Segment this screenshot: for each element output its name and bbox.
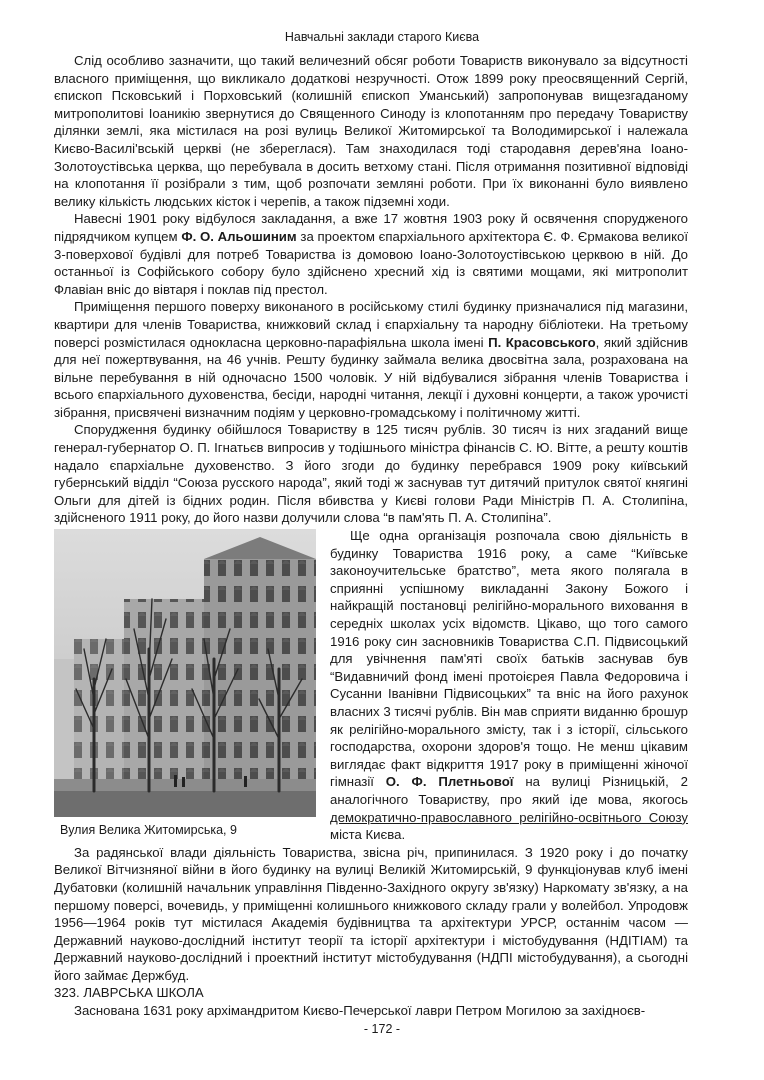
text-run: Приміщення першого поверху виконаного в російському стилі будинку призначалися під магазини, квартири для членів Товариства, книжковий склад і єпархіальну та народну бібліотеки. На третьому поверсі розмістилася однокласна церковно-парафіяльна школа імені [54, 299, 688, 350]
text-run: Навесні 1901 року відбулося закладання, а вже 17 жовтня 1903 року й освячення спорудженого підрядчиком купцем [54, 211, 688, 244]
paragraph [54, 298, 688, 421]
section-heading: 323. ЛАВРСЬКА ШКОЛА [54, 985, 204, 1001]
text-run: , який здійснив для неї пожертвування, на 46 учнів. Решту будинку займала велика двосвітна зала, розрахована на вільне перебування в ній одночасно 1500 чоловік. У ній відбувалися зібрання членів Товариства і всього єпархіального духовенства, бесіди, народні читання, лекції і духовні концерти, а також урочисті зібрання, присвячені визначним подіям у церковно-громадському і політичному житті. [54, 334, 688, 420]
building-photo [54, 529, 316, 817]
text-run: Ще одна організація розпочала свою діяльність в будинку Товариства 1916 року, а саме “Київське законоучительське братство”, мета якого полягала в сприянні успішному викладанні Закону Божого і найкращій постановці релігійно-морального виховання в середніх школах усіх відомств. Цікаво, що того самого 1916 року син засновників Товариства С.П. Підвисоцький для увічнення пам'яті своїх батьків заснував був “Видавничий фонд імені протоієрея Павла Федоровича і Сусанни Іванівни Підвисоцьких” та вніс на його рахунок власних 3 тисячі рублів. Він мав сприяти виданню брошур як релігійно-морального змісту, так і з історії, сільського господарства, охорони здоров'я тощо. Не менш цікавим виглядає факт відкриття 1917 року в приміщенні жіночої гімназії [330, 528, 688, 790]
text-run: міста Києва. [330, 827, 406, 843]
text-run: за проектом єпархіального архітектора Є. Ф. Єрмакова великої 3-поверхової будівлі для потреб Товариства із домовою Іоано-Золотоустівською церквою в ній. До останньої із Софійського собору було здійснено хресний хід із святими мощами, які митрополит Флавіан вніс до вівтаря і поклав під престол. [54, 228, 688, 297]
running-header: Навчальні заклади старого Києва [284, 30, 480, 44]
underlined-text: демократично-православного релігійно-освітнього Союзу [330, 809, 688, 825]
page-number: - 172 - [363, 1022, 401, 1036]
paragraph: Слід особливо зазначити, що такий величезний обсяг роботи Товариств виконувало за відсутності власного приміщення, що викликало додаткові незручності. Отож 1899 року преосвященний Сергій, єпископ Псковський і Порховський (колишній єпископ Уманський) запропонував вищезгаданому митрополитові Іоаникію звернутися до Священного Синоду із клопотанням про передачу Товариству ділянки землі, яка містилася на розі вулиць Великої Житомирської та Володимирської і належала Києво-Василі'вській церкві (не збереглася). Там знаходилася тоді стародавня дерев'яна Іоано-Золотоустівська церква, що перебувала в досить ветхому стані. Після отримання позитивної відповіді на клопотання її розібрали з тим, щоб розпочати земляні роботи. При їх виконанні було виявлено велику кількість людських кісток і черепів, а також підземні ходи. [54, 53, 688, 209]
bold-name: О. Ф. Плетньової [385, 774, 514, 790]
building-figure [54, 529, 316, 843]
paragraph: Спорудження будинку обійшлося Товариству в 125 тисяч рублів. 30 тисяч із них згаданий вище генерал-губернатор О. П. Ігнатьєв випросив у тодішнього міністра фінансів С. Ю. Вітте, а решту коштів надало єпархіальне духовенство. З його згоди до будинку перебрався 1909 року київський губернський відділ “Союза русского народа”, який тоді ж заснував тут дитячий притулок святої княгині Ольги для дітей із бідних родин. Після вбивства у Києві голови Ради Міністрів П. А. Столипіна, здійсненого 1911 року, до його назви долучили слова “в пам'ять П. А. Столипіна”. [54, 422, 688, 526]
text-run: на вулиці Різницькій, 2 аналогічного Товариству, про який іде мова, якогось [330, 774, 688, 807]
bold-name: Ф. О. Альошиним [181, 228, 297, 244]
paragraph [54, 210, 688, 298]
paragraph: За радянської влади діяльність Товариства, звісна річ, припинилася. З 1920 року і до початку Великої Вітчизняної війни в його будинку на вулиці Великій Житомирській, 9 функціонував клуб імені Дубатовки (колишній начальник управління Південно-Західного округу зв'язку) Наркомату зв'язку, а на першому поверсі, вочевидь, у приміщенні колишнього книжкового складу грали у волейбол. Упродовж 1956—1964 років тут містилася Академія будівництва та архітектури УРСР, останнім часом — Державний науково-дослідний інститут теорії та історії архітектури і містобудування (НДІТІАМ) та Державний науково-дослідний і проектний інститут містобудування (НДПІ містобудування), а сьогодні його займає Держбуд. [54, 844, 688, 983]
bold-name: П. Красовського [488, 334, 596, 350]
article-body [54, 52, 688, 1020]
paragraph: Заснована 1631 року архімандритом Києво-Печерської лаври Петром Могилою за західноєв- [74, 1003, 646, 1019]
figure-caption: Вулия Велика Житомирська, 9 [60, 823, 237, 838]
